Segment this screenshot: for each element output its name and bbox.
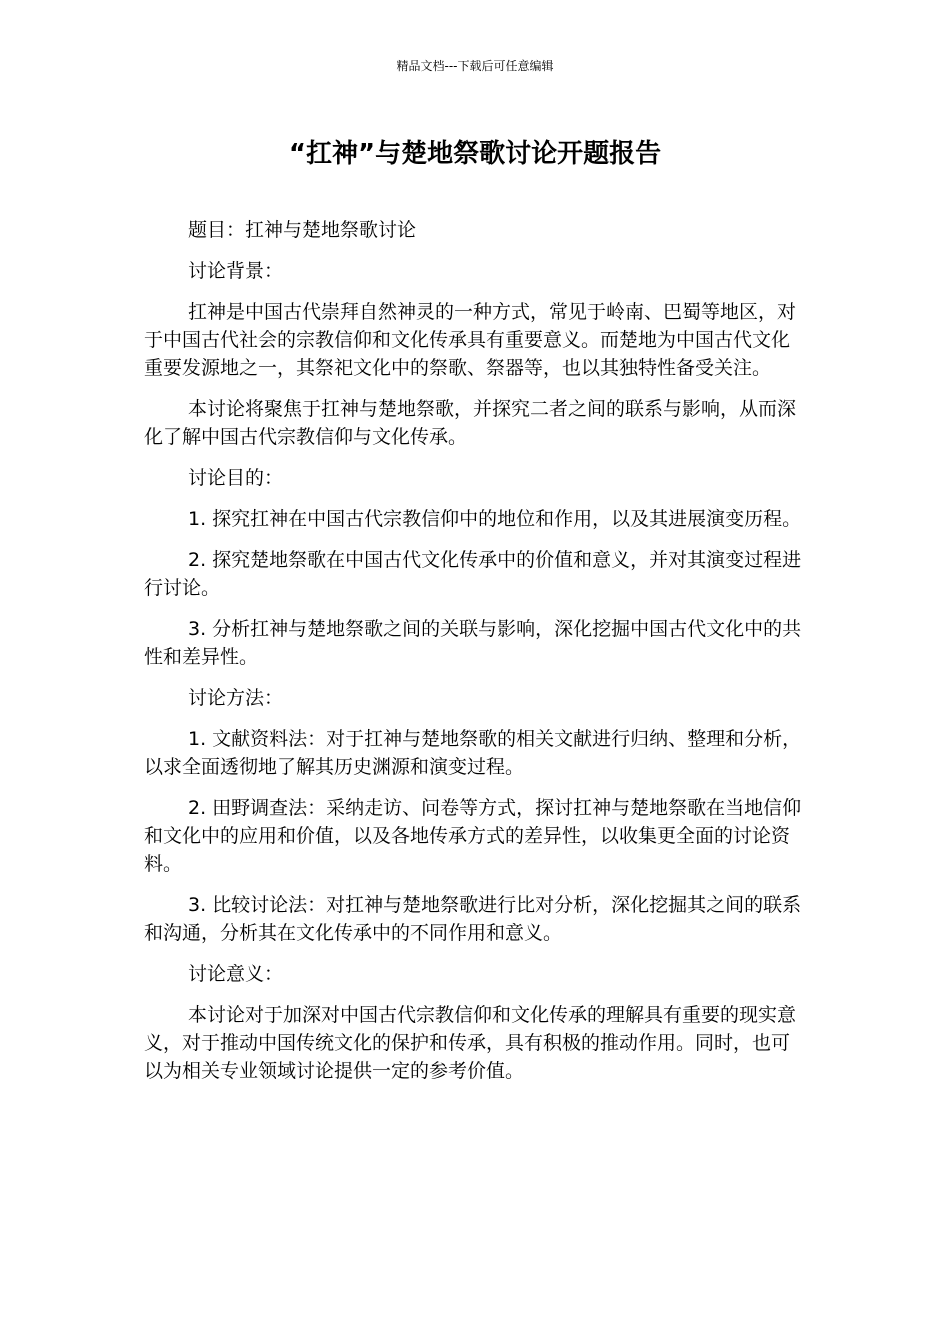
section-heading-background: 讨论背景： (188, 260, 284, 282)
method-item-2: 2. 田野调查法：采纳走访、问卷等方式，探讨扛神与楚地祭歌在当地信仰和文化中的应用和价值，以及各地传承方式的差异性，以收集更全面的讨论资料。 (144, 797, 802, 875)
purpose-item-2: 2. 探究楚地祭歌在中国古代文化传承中的价值和意义，并对其演变过程进行讨论。 (144, 549, 802, 599)
document-body (144, 216, 804, 1098)
page-header: 精品文档---下载后可任意编辑 (396, 59, 554, 73)
purpose-item-3: 3. 分析扛神与楚地祭歌之间的关联与影响，深化挖掘中国古代文化中的共性和差异性。 (144, 618, 802, 668)
section-heading-methods: 讨论方法： (188, 687, 284, 709)
significance-paragraph: 本讨论对于加深对中国古代宗教信仰和文化传承的理解具有重要的现实意义，对于推动中国传统文化的保护和传承，具有积极的推动作用。同时，也可以为相关专业领域讨论提供一定的参考价值。 (144, 1004, 797, 1082)
section-heading-purpose: 讨论目的： (188, 467, 284, 489)
method-item-3: 3. 比较讨论法：对扛神与楚地祭歌进行比对分析，深化挖掘其之间的联系和沟通，分析其在文化传承中的不同作用和意义。 (144, 894, 802, 944)
background-paragraph: 扛神是中国古代崇拜自然神灵的一种方式，常见于岭南、巴蜀等地区，对于中国古代社会的宗教信仰和文化传承具有重要意义。而楚地为中国古代文化重要发源地之一，其祭祀文化中的祭歌、祭器等，也以其独特性备受关注。 (144, 301, 797, 379)
focus-paragraph: 本讨论将聚焦于扛神与楚地祭歌，并探究二者之间的联系与影响，从而深化了解中国古代宗教信仰与文化传承。 (144, 398, 797, 448)
document-title: “扛神”与楚地祭歌讨论开题报告 (288, 139, 662, 169)
purpose-item-1: 1. 探究扛神在中国古代宗教信仰中的地位和作用，以及其进展演变历程。 (188, 508, 802, 530)
method-item-1: 1. 文献资料法：对于扛神与楚地祭歌的相关文献进行归纳、整理和分析，以求全面透彻地了解其历史渊源和演变过程。 (144, 728, 802, 778)
section-heading-significance: 讨论意义： (188, 963, 284, 985)
topic-line: 题目：扛神与楚地祭歌讨论 (188, 219, 417, 241)
